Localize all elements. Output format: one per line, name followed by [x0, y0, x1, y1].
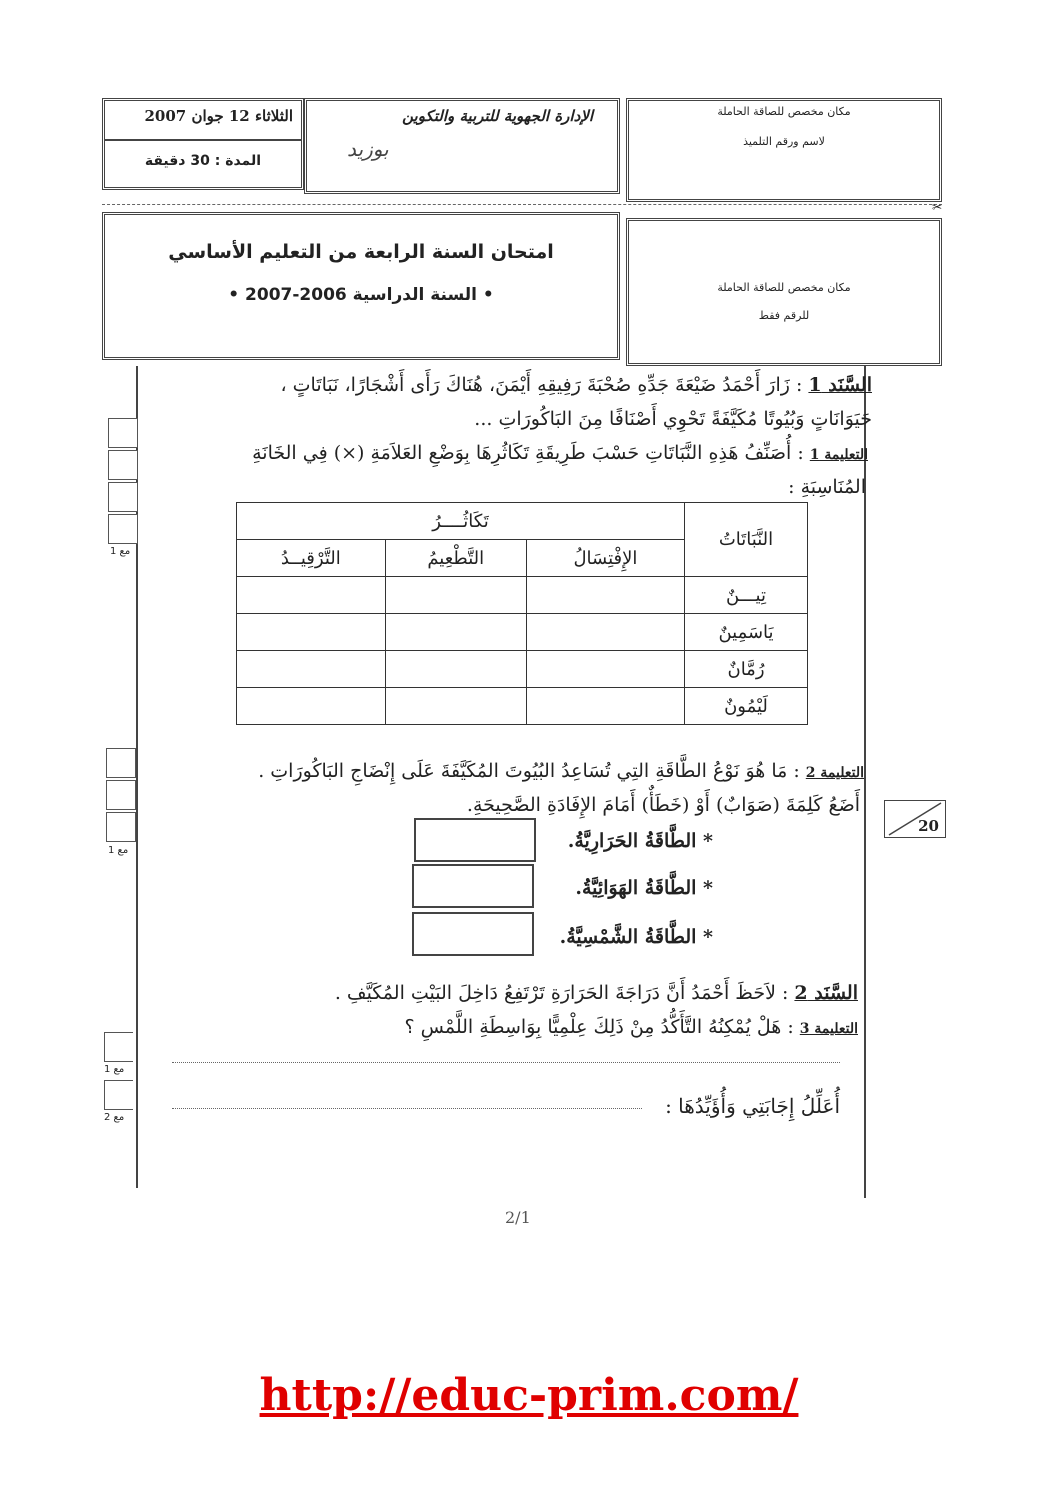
- answer-line[interactable]: [172, 1062, 840, 1063]
- classification-table: [236, 502, 808, 725]
- answer-cell[interactable]: [385, 688, 526, 725]
- plant-name: لَيْمُونٌ: [685, 688, 808, 725]
- header-reproduction: تَكَاثُــــرُ: [237, 503, 685, 540]
- exam-date: الثلاثاء 12 جوان 2007: [144, 107, 293, 125]
- score-box: [104, 1032, 133, 1062]
- instruction-3-label: التعليمة 3: [799, 1021, 858, 1037]
- instruction-1-label: التعليمة 1: [809, 447, 868, 463]
- answer-box[interactable]: [414, 818, 536, 862]
- score-label: مع 1: [110, 546, 131, 557]
- number-box-label: مكان مخصص للصاقة الحاملة: [717, 281, 851, 294]
- score-box: [106, 812, 136, 842]
- exam-title-box: [102, 212, 620, 360]
- table-row: [237, 688, 808, 725]
- number-sticker-box: [626, 218, 942, 366]
- answer-cell[interactable]: [526, 577, 684, 614]
- school-year: • السنة الدراسية 2006-2007 •: [228, 285, 494, 305]
- document-1-line-2: حَيَوَانَاتٍ وَبُيُوتًا مُكَيَّفَةً تَحْوِي أَصْنَافًا مِنَ البَاكُورَاتِ ...: [474, 408, 872, 430]
- option-wind-energy: * الطَّاقَةُ الهَوَائِيَّةُ.: [575, 877, 713, 899]
- justify-prompt: أُعَلِّلُ إِجَابَتِي وَأُؤَيِّدُهَا :: [665, 1094, 840, 1118]
- instruction-2-text: : مَا هُوَ نَوْعُ الطَّاقَةِ التِي تُسَاعِدُ البُيُوتَ المُكَيَّفَةَ عَلَى إِنْضَاجِ البَاكُورَاتِ .: [258, 760, 800, 782]
- exam-title: امتحان السنة الرابعة من التعليم الأساسي: [168, 241, 554, 263]
- name-box-sublabel: لاسم ورقم التلميذ: [743, 135, 825, 148]
- score-box: [108, 514, 138, 544]
- header-column: التَّرْقِيــدُ: [237, 540, 386, 577]
- instruction-1-text: : أُصَنِّفُ هَذِهِ النَّبَاتَاتِ حَسْبَ طَرِيقَةِ تَكَاثُرِهَا بِوَضْعِ العَلاَمَةِ (×) فِي الخَانَةِ: [252, 442, 804, 464]
- score-label: مع 1: [104, 1064, 125, 1075]
- score-box: [104, 1080, 133, 1110]
- instruction-2-label: التعليمة 2: [805, 765, 864, 781]
- answer-cell[interactable]: [526, 651, 684, 688]
- score-label: مع 2: [104, 1112, 125, 1123]
- document-1-text: : زَارَ أَحْمَدُ ضَيْعَةَ جَدِّهِ صُحْبَةَ رَفِيقِهِ أَيْمَنَ، هُنَاكَ رَأَى أَشْجَارًا، نَبَاتَاتٍ ،: [280, 374, 803, 396]
- instruction-2-line-2: أَضَعُ كَلِمَةَ (صَوَابٌ) أَوْ (خَطَأٌ) أَمَامَ الإِفَادَةِ الصَّحِيحَةِ.: [466, 794, 860, 816]
- header-plants: النَّبَاتَاتُ: [685, 503, 808, 577]
- score-box: [106, 748, 136, 778]
- total-score-box: [884, 800, 946, 838]
- name-box-label: مكان مخصص للصاقة الحاملة: [717, 105, 851, 118]
- plant-name: تِيـــنٌ: [685, 577, 808, 614]
- instruction-2-line-1: [258, 760, 864, 782]
- justification-line[interactable]: [172, 1108, 642, 1109]
- document-2-label: السَّنَد 2: [794, 982, 858, 1004]
- answer-cell[interactable]: [385, 577, 526, 614]
- score-box: [106, 780, 136, 810]
- answer-cell[interactable]: [526, 614, 684, 651]
- administration-name: الإدارة الجهوية للتربية والتكوين: [402, 107, 593, 125]
- table-row: [237, 651, 808, 688]
- plant-name: يَاسَمِينٌ: [685, 614, 808, 651]
- answer-cell[interactable]: [237, 614, 386, 651]
- instruction-1-line-1: [252, 442, 868, 464]
- answer-cell[interactable]: [385, 614, 526, 651]
- option-solar-energy: * الطَّاقَةُ الشَّمْسِيَّةُ.: [559, 926, 713, 948]
- document-2: [335, 982, 858, 1004]
- page-number: 2/1: [505, 1208, 531, 1227]
- header-column: التَّطْعِيمُ: [385, 540, 526, 577]
- instruction-3: [405, 1016, 859, 1038]
- document-2-text: : لاَحَظَ أَحْمَدُ أَنَّ دَرَاجَةَ الحَرَارَةِ تَرْتَفِعُ دَاخِلَ البَيْتِ المُكَيَّفِ .: [334, 982, 789, 1004]
- score-label: مع 1: [108, 845, 129, 856]
- total-score: 20: [918, 817, 939, 835]
- answer-cell[interactable]: [385, 651, 526, 688]
- header-column: الإِفْتِسَالُ: [526, 540, 684, 577]
- score-box: [108, 482, 138, 512]
- signature: بوزيد: [347, 137, 389, 161]
- answer-cell[interactable]: [526, 688, 684, 725]
- footer-website-link[interactable]: http://educ-prim.com/: [259, 1370, 799, 1421]
- plant-name: رُمَّانٌ: [685, 651, 808, 688]
- document-1-label: السَّنَد 1: [808, 374, 872, 396]
- scissors-icon: ✂: [932, 200, 943, 214]
- answer-box[interactable]: [412, 912, 534, 956]
- instruction-1-line-2: المُنَاسِبَةِ :: [788, 476, 866, 498]
- score-box: [108, 418, 138, 448]
- score-box: [108, 450, 138, 480]
- answer-cell[interactable]: [237, 577, 386, 614]
- answer-box[interactable]: [412, 864, 534, 908]
- table-row: [237, 577, 808, 614]
- date-box: [102, 98, 304, 190]
- table-row: [237, 614, 808, 651]
- answer-cell[interactable]: [237, 688, 386, 725]
- administration-box: [304, 98, 620, 194]
- student-name-sticker-box: [626, 98, 942, 202]
- answer-cell[interactable]: [237, 651, 386, 688]
- number-box-sublabel: للرقم فقط: [758, 309, 810, 322]
- cut-line: [102, 204, 942, 205]
- option-thermal-energy: * الطَّاقَةُ الحَرَارِيَّةُ.: [567, 830, 713, 852]
- exam-duration: المدة : 30 دقيقة: [144, 153, 261, 169]
- instruction-3-text: : هَلْ يُمْكِنُهُ التَّأَكُّدُ مِنْ ذَلِكَ عِلْمِيًّا بِوَاسِطَةِ اللَّمْسِ ؟: [404, 1016, 794, 1038]
- document-1-line-1: [280, 374, 872, 396]
